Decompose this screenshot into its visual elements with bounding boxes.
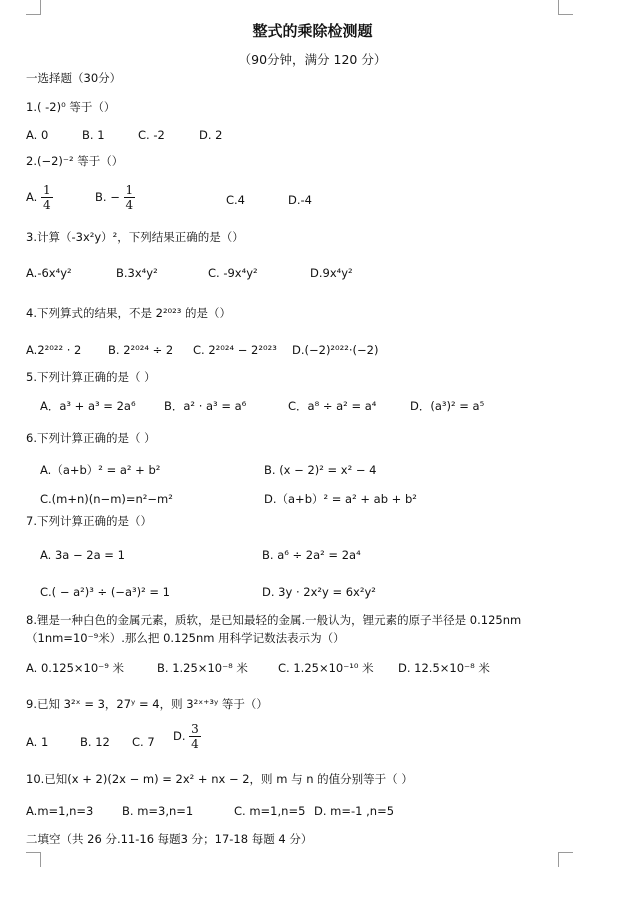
crop-mark-bottom-right xyxy=(558,852,573,867)
q1-option-a: A. 0 xyxy=(26,128,49,142)
q10-option-b: B. m=3,n=1 xyxy=(122,804,194,818)
q3-option-d: D.9x⁴y² xyxy=(310,266,353,280)
question-6-stem: 6.下列计算正确的是（ ） xyxy=(26,431,156,445)
question-9-stem: 9.已知 3²ˣ = 3，27ʸ = 4，则 3²ˣ⁺³ʸ 等于（） xyxy=(26,697,268,711)
q7-option-c: C.( − a²)³ ÷ (−a³)² = 1 xyxy=(40,585,170,599)
q4-option-a: A.2²⁰²² · 2 xyxy=(26,343,82,357)
q9-option-d-fraction xyxy=(189,722,201,751)
question-1-stem: 1.( -2)⁰ 等于（） xyxy=(26,100,116,114)
crop-mark-top-right xyxy=(558,0,573,15)
q10-option-c: C. m=1,n=5 xyxy=(234,804,306,818)
q4-option-c: C. 2²⁰²⁴ − 2²⁰²³ xyxy=(193,343,277,357)
crop-mark-bottom-left xyxy=(26,852,41,867)
q8-option-c: C. 1.25×10⁻¹⁰ 米 xyxy=(278,661,374,675)
page-title: 整式的乘除检测题 xyxy=(252,22,373,40)
q2-a-numerator: 1 xyxy=(42,183,51,197)
q3-option-a: A.-6x⁴y² xyxy=(26,266,72,280)
q9-option-d xyxy=(173,722,201,751)
q2-option-b-fraction xyxy=(124,183,136,212)
q2-option-a-label: A. xyxy=(26,190,38,204)
q8-option-d: D. 12.5×10⁻⁸ 米 xyxy=(398,661,490,675)
question-3-stem: 3.计算（-3x²y）²，下列结果正确的是（） xyxy=(26,230,244,244)
q3-option-c: C. -9x⁴y² xyxy=(208,266,258,280)
q7-option-b: B. a⁶ ÷ 2a² = 2a⁴ xyxy=(262,548,361,562)
q8-option-a: A. 0.125×10⁻⁹ 米 xyxy=(26,661,125,675)
q7-option-a: A. 3a − 2a = 1 xyxy=(40,548,125,562)
q2-option-d: D.-4 xyxy=(288,193,312,207)
q9-option-b: B. 12 xyxy=(80,735,110,749)
page-subtitle: （90分钟，满分 120 分） xyxy=(238,52,387,67)
q2-option-a-fraction xyxy=(41,183,53,212)
q9-option-d-label: D. xyxy=(173,729,186,743)
section-choice-heading: 一选择题（30分） xyxy=(26,71,122,85)
q9-d-denominator: 4 xyxy=(191,737,199,751)
q9-option-a: A. 1 xyxy=(26,735,49,749)
q10-option-a: A.m=1,n=3 xyxy=(26,804,94,818)
q6-option-d: D.（a+b）² = a² + ab + b² xyxy=(264,492,417,506)
q3-option-b: B.3x⁴y² xyxy=(116,266,158,280)
q2-option-b-label: B. − xyxy=(95,190,120,204)
q1-option-c: C. -2 xyxy=(138,128,165,142)
q10-option-d: D. m=-1 ,n=5 xyxy=(314,804,395,818)
q2-option-a xyxy=(26,183,53,212)
q2-a-denominator: 4 xyxy=(42,198,51,212)
q4-option-d: D.(−2)²⁰²²·(−2) xyxy=(292,343,379,357)
question-8-stem-line-2: （1nm=10⁻⁹米）.那么把 0.125nm 用科学记数法表示为（） xyxy=(26,631,345,645)
q5-option-d: D．(a³)² = a⁵ xyxy=(410,399,485,413)
q6-option-b: B. (x − 2)² = x² − 4 xyxy=(264,463,377,477)
q6-option-a: A.（a+b）² = a² + b² xyxy=(40,463,161,477)
section-fill-heading: 二填空（共 26 分.11-16 每题3 分；17-18 每题 4 分） xyxy=(26,832,313,846)
q2-b-numerator: 1 xyxy=(125,183,134,197)
crop-mark-top-left xyxy=(26,0,41,15)
q6-option-c: C.(m+n)(n−m)=n²−m² xyxy=(40,492,173,506)
q2-b-denominator: 4 xyxy=(125,198,134,212)
q7-option-d: D. 3y · 2x²y = 6x²y² xyxy=(262,585,376,599)
question-8-stem-line-1: 8.锂是一种白色的金属元素，质软，是已知最轻的金属.一般认为，锂元素的原子半径是 0.125nm xyxy=(26,613,522,627)
question-2-stem: 2.(−2)⁻² 等于（） xyxy=(26,154,124,168)
question-4-stem: 4.下列算式的结果，不是 2²⁰²³ 的是（） xyxy=(26,306,232,320)
q9-d-numerator: 3 xyxy=(191,722,199,736)
question-7-stem: 7.下列计算正确的是（） xyxy=(26,514,152,528)
q5-option-c: C．a⁸ ÷ a² = a⁴ xyxy=(288,399,377,413)
q2-option-b xyxy=(95,183,135,212)
q8-option-b: B. 1.25×10⁻⁸ 米 xyxy=(157,661,248,675)
q2-option-c: C.4 xyxy=(226,193,246,207)
question-5-stem: 5.下列计算正确的是（ ） xyxy=(26,370,156,384)
q9-option-c: C. 7 xyxy=(132,735,155,749)
q5-option-b: B．a² · a³ = a⁶ xyxy=(164,399,247,413)
q5-option-a: A．a³ + a³ = 2a⁶ xyxy=(40,399,136,413)
q1-option-d: D. 2 xyxy=(199,128,223,142)
q4-option-b: B. 2²⁰²⁴ ÷ 2 xyxy=(108,343,174,357)
q1-option-b: B. 1 xyxy=(82,128,105,142)
question-10-stem: 10.已知(x + 2)(2x − m) = 2x² + nx − 2，则 m 与 n 的值分别等于（ ） xyxy=(26,772,413,786)
